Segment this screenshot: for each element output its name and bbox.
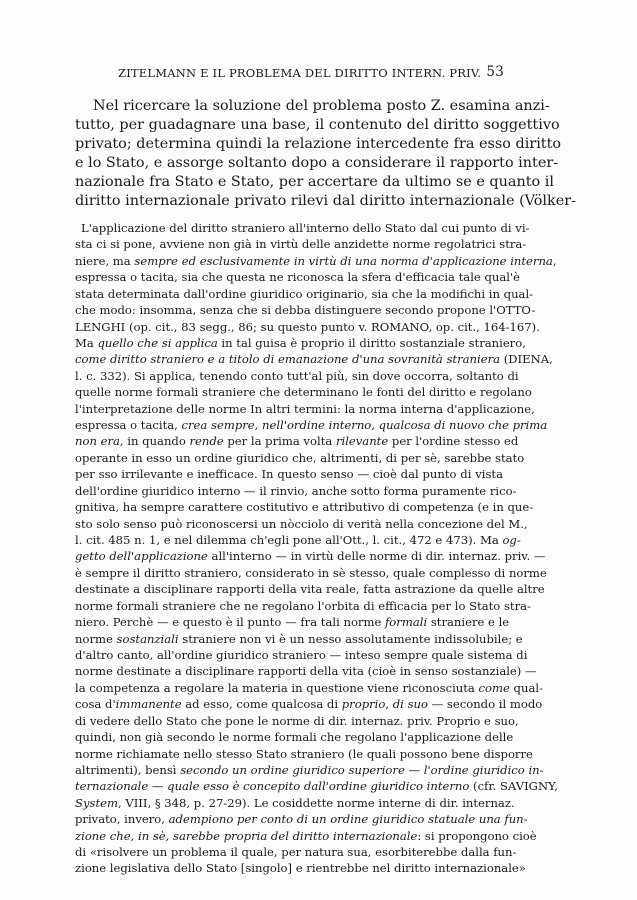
footnote-line — [75, 548, 546, 564]
footnote-line — [75, 351, 553, 367]
footnote-line — [75, 663, 537, 679]
footnote-text-segment: niero. Perchè — e questo è il punto — fra tali norme — [75, 615, 386, 630]
footnote-text-segment: cosa d' — [75, 697, 116, 712]
footnote-text-segment: niere, ma — [75, 253, 135, 268]
footnote-line — [75, 499, 534, 515]
footnote-italic-segment: zione che, in sè, sarebbe propria del diritto internazionale — [75, 828, 418, 843]
footnote-line — [75, 828, 537, 844]
footnote-line — [75, 581, 545, 597]
footnote-text-segment: che modo: insomma, senza che si debba distinguere secondo propone l'OTTO- — [75, 303, 536, 318]
footnote-line — [75, 302, 536, 318]
main-paragraph — [75, 97, 577, 212]
footnote-line — [75, 335, 526, 351]
footnote-line — [75, 433, 519, 449]
footnote-line — [75, 631, 523, 647]
footnote-text-segment: straniere e le — [427, 615, 510, 630]
footnote-italic-segment: proprio — [341, 697, 386, 712]
footnote-text-segment: (DIENA, — [500, 352, 553, 367]
footnote-text-segment: , — [552, 253, 557, 268]
footnote-text-segment: altrimenti), bensì — [75, 762, 181, 777]
body-line: Nel ricercare la soluzione del problema posto Z. esamina anzi- — [93, 98, 550, 114]
footnote-italic-segment: come — [478, 680, 510, 695]
footnote-line — [75, 680, 543, 696]
footnote-line — [75, 253, 557, 269]
footnote-italic-segment: System — [75, 795, 118, 810]
footnote-text-segment: L'applicazione del diritto straniero all'interno dello Stato dal cui punto di vi- — [81, 221, 530, 235]
footnote-line — [75, 713, 519, 729]
footnote-text-segment: ad esso, come qualcosa di — [181, 697, 342, 712]
footnote-line — [75, 368, 519, 384]
footnote-text-segment: espressa o tacita, sia che questa ne riconosca la sfera d'efficacia tale qual'è — [75, 270, 521, 285]
footnote-text-segment: : si propongono cioè — [417, 828, 537, 843]
footnote-line — [75, 269, 521, 285]
footnote-line — [75, 778, 558, 794]
footnote-text-segment: sto solo senso può riconoscersi un nòcciolo di verità nella concezione del M., — [75, 516, 528, 531]
body-line: e lo Stato, e assorge soltanto dopo a considerare il rapporto inter- — [75, 155, 559, 172]
footnote-line — [75, 532, 521, 548]
footnote-text-segment: destinate a disciplinare rapporti della vita reale, fatta astrazione da quelle altre — [75, 582, 545, 597]
footnote-line — [75, 762, 544, 778]
footnote-text-segment: norme destinate a disciplinare rapporti della vita (cioè in senso sostanziale) — — [75, 664, 537, 679]
footnote-line — [75, 811, 528, 827]
footnote-text-segment: gnitiva, ha sempre carattere costitutivo e attributivo di competenza (e in que- — [75, 500, 534, 515]
body-line: diritto internazionale privato rilevi dal diritto internazionale (Völker- — [75, 193, 577, 210]
footnote-line — [75, 844, 517, 860]
footnote-text-segment: d'altro canto, all'ordine giuridico straniero — inteso sempre quale sistema di — [75, 647, 528, 662]
footnote-italic-segment: adempiono per conto di un ordine giuridico statuale una fun- — [168, 812, 528, 827]
footnote-line — [75, 647, 528, 663]
footnote-line — [75, 236, 527, 252]
footnote-text-segment: , in quando — [119, 434, 190, 449]
footnote-line — [75, 598, 531, 614]
footnote-italic-segment: sostanziali — [116, 631, 179, 646]
footnote-text-segment: straniere non vi è un nesso assolutamente indissolubile; e — [178, 631, 523, 646]
footnote-text-segment: è sempre il diritto straniero, considerato in sè stesso, quale complesso di norme — [75, 565, 547, 580]
footnote-line — [75, 746, 533, 762]
footnote-line — [75, 795, 515, 811]
footnote-italic-segment: non era — [75, 434, 120, 449]
footnote-line — [75, 466, 503, 482]
footnote-line — [75, 565, 547, 581]
footnote-text-segment: dell'ordine giuridico interno — il rinvio, anche sotto forma puramente rico- — [75, 483, 517, 498]
body-line: tutto, per guadagnare una base, il contenuto del diritto soggettivo — [75, 117, 560, 134]
footnote-text-segment: in tal guisa è proprio il diritto sostanziale straniero, — [217, 335, 526, 350]
footnote-text-segment: l. c. 332). Si applica, tenendo conto tutt'al più, sin dove occorra, soltanto di — [75, 368, 519, 383]
footnote-line — [75, 729, 514, 745]
body-line: nazionale fra Stato e Stato, per accertare da ultimo se e quanto il — [75, 174, 554, 191]
footnote-italic-segment: rende — [189, 434, 224, 449]
footnote-text-segment: quelle norme formali straniere che determinano le fonti del diritto e regolano — [75, 385, 532, 400]
footnote-text-segment: qual- — [509, 680, 543, 695]
footnote-line — [75, 516, 528, 532]
footnote-italic-segment: crea sempre, nell'ordine interno, qualcosa di nuovo che prima — [181, 418, 548, 433]
footnote-line — [75, 450, 525, 466]
footnote-line — [75, 286, 534, 302]
footnote-italic-segment: quello che si applica — [97, 335, 218, 350]
footnote-text-segment: la competenza a regolare la materia in questione viene riconosciuta — [75, 680, 479, 695]
footnote-text-segment: LENGHI (op. cit., 83 segg., 86; su questo punto v. ROMANO, op. cit., 164-167). — [75, 319, 540, 334]
footnote-line — [75, 319, 540, 335]
footnote-text-segment: operante in esso un ordine giuridico che, altrimenti, di per sè, sarebbe stato — [75, 450, 525, 465]
footnote-text-segment: privato, invero, — [75, 812, 169, 827]
footnote-line — [75, 401, 535, 417]
footnote-line — [75, 483, 517, 499]
running-header — [118, 66, 504, 82]
footnote-text-segment: Ma — [75, 335, 98, 350]
footnote-italic-segment: di suo — [392, 697, 428, 712]
footnote-text-segment: quindi, non già secondo le norme formali che regolano l'applicazione delle — [75, 730, 514, 745]
footnote-line — [75, 384, 532, 400]
footnote-italic-segment: ternazionale — quale esso è concepito dall'ordine giuridico interno — [75, 779, 470, 794]
footnote-text-segment: l. cit. 485 n. 1, e nel dilemma ch'egli pone all'Ott., l. cit., 472 e 473). Ma — [75, 533, 503, 548]
footnote-text-segment: di vedere dello Stato che pone le norme di dir. internaz. priv. Proprio e suo, — [75, 713, 519, 728]
body-line: privato; determina quindi la relazione intercedente fra esso diritto — [75, 136, 562, 153]
footnote-text-segment: sta ci si pone, avviene non già in virtù delle anzidette norme regolatrici stra- — [75, 237, 527, 252]
footnote-italic-segment: formali — [385, 615, 428, 630]
page-number: 53 — [486, 64, 504, 80]
footnote — [75, 220, 558, 877]
footnote-text-segment: espressa o tacita, — [75, 418, 182, 433]
footnote-text-segment: norme formali straniere che ne regolano l'orbita di efficacia per lo Stato stra- — [75, 598, 531, 613]
footnote-text-segment: zione legislativa dello Stato [singolo] e rientrebbe nel diritto internazionale» — [75, 861, 526, 876]
footnote-italic-segment: come diritto straniero e a titolo di emanazione d'una sovranità straniera — [75, 352, 501, 367]
footnote-italic-segment: sempre ed esclusivamente in virtù di una norma d'applicazione interna — [134, 253, 553, 268]
footnote-line — [75, 614, 510, 630]
footnote-line — [75, 220, 530, 236]
footnote-text-segment: per la prima volta — [223, 434, 336, 449]
footnote-text-segment: , — [385, 697, 393, 712]
footnote-italic-segment: rilevante — [335, 434, 389, 449]
footnote-text-segment: , VIII, § 348, p. 27-29). Le cosiddette norme interne di dir. internaz. — [117, 795, 515, 810]
footnote-text-segment: norme — [75, 631, 117, 646]
footnote-text-segment: per sso irrilevante e inefficace. In questo senso — cioè dal punto di vista — [75, 467, 503, 482]
footnote-text-segment: (cfr. SAVIGNY, — [469, 779, 558, 794]
footnote-text-segment: l'interpretazione delle norme In altri termini: la norma interna d'applicazione, — [75, 401, 535, 416]
footnote-text-segment: di «risolvere un problema il quale, per natura sua, esorbiterebbe dalla fun- — [75, 845, 517, 860]
footnote-italic-segment: immanente — [115, 697, 182, 712]
footnote-text-segment: norme richiamate nello stesso Stato straniero (le quali possono bene disporre — [75, 746, 533, 761]
footnote-text-segment: all'interno — in virtù delle norme di dir. internaz. priv. — — [207, 549, 546, 564]
running-title: ZITELMANN E IL PROBLEMA DEL DIRITTO INTERN. PRIV. — [118, 66, 482, 80]
footnote-line — [75, 417, 548, 433]
footnote-text-segment: per l'ordine stesso ed — [388, 434, 519, 449]
footnote-text-segment: stata determinata dall'ordine giuridico originario, sia che la modifichi in qual- — [75, 286, 534, 301]
footnote-italic-segment: secondo un ordine giuridico superiore — l'ordine giuridico in- — [180, 762, 544, 777]
footnote-text-segment: — secondo il modo — [427, 697, 543, 712]
footnote-line — [75, 696, 543, 712]
footnote-italic-segment: getto dell'applicazione — [75, 549, 208, 564]
footnote-italic-segment: og- — [502, 533, 521, 548]
footnote-line — [75, 860, 526, 876]
